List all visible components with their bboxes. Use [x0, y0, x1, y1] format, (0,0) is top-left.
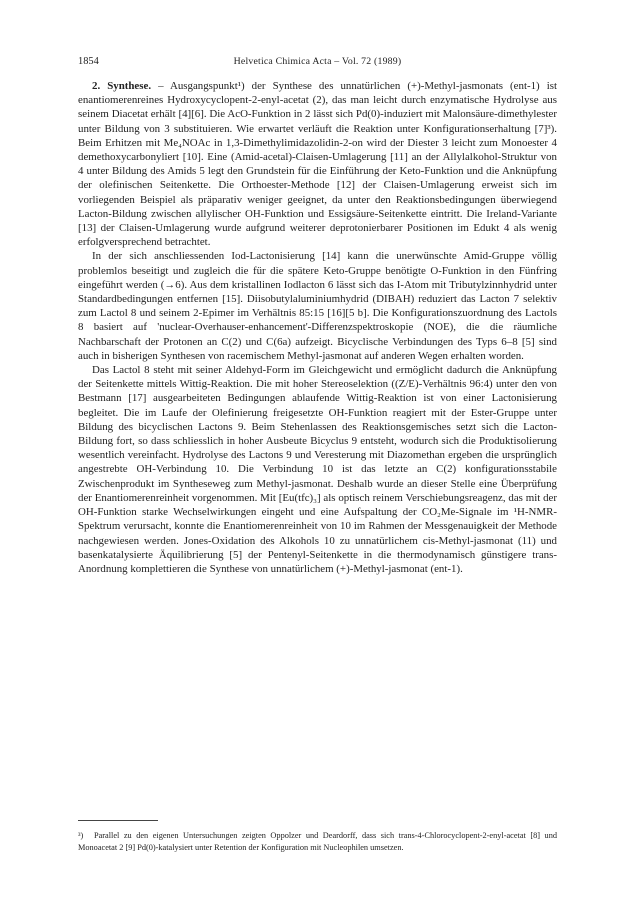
section-heading: 2. Synthese. — [92, 80, 152, 92]
footnote-text: Parallel zu den eigenen Untersuchungen zeigten Oppolzer und Deardorff, dass sich trans-4-Chlorocyclopent-2-enyl-acetat [8] und Monoacetat 2 [9] Pd(0)-katalysiert unter Retention der Konfiguration mit Nucleophilen umsetzen. — [78, 831, 557, 852]
paragraph-3: Das Lactol 8 steht mit seiner Aldehyd-Form im Gleichgewicht und ermöglicht dadurch die Anknüpfung der Seitenkette mittels Wittig-Reaktion. Die mit hoher Stereoselektion ((Z/E)-Verhältnis 96:4) unter den von Bestmann [17] ausgearbeiteten Bedingungen ablaufende Wittig-Reaktion ist von einer Lactonisierung begleitet. Die im Laufe der Olefinierung freigesetzte OH-Funktion reagiert mit der Ester-Gruppe unter Bildung des bicyclischen Lactons 9. Beim Stehenlassen des Reaktionsgemisches setzt sich die Lacton-Bildung fort, so dass schliesslich in hoher Ausbeute Bicyclus 9 entsteht, wodurch sich die Produktisolierung wesentlich vereinfacht. Hydrolyse des Lactons 9 und Veresterung mit Diazomethan ergeben die ursprünglich angestrebte OH-Verbindung 10. Die Verbindung 10 ist das letzte an C(2) konfigurationsstabile Zwischenprodukt im Syntheseweg zum Methyl-jasmonat. Deshalb wurde an dieser Stelle eine Überprüfung der Enantiomerenreinheit vorgenommen. Mit [Eu(tfc)₃] als optisch reinem Verschiebungsreagenz, das mit der OH-Funktion starke Wechselwirkungen eingeht und eine Aufspaltung der CO₂Me-Signale im ¹H-NMR-Spektrum verursacht, konnte die Enantiomerenreinheit von 10 im Rahmen der Messgenauigkeit der Methode nachgewiesen werden. Jones-Oxidation des Alkohols 10 zu unnatürlichem cis-Methyl-jasmonat (11) und basenkatalysierte Äquilibrierung [5] der Pentenyl-Seitenkette in die thermodynamisch günstigere trans-Anordnung komplettieren die Synthese von unnatürlichem (+)-Methyl-jasmonat (ent-1). — [78, 364, 557, 575]
running-header — [78, 56, 557, 70]
journal-title: Helvetica Chimica Acta – Vol. 72 (1989) — [233, 56, 402, 67]
main-text — [78, 79, 557, 576]
paragraph-2: In der sich anschliessenden Iod-Lactonisierung [14] kann die unerwünschte Amid-Gruppe völlig problemlos beseitigt und zugleich die für die spätere Keto-Gruppe benötigte O-Funktion in den Fünfring eingeführt werden (→6). Aus dem kristallinen Iodlacton 6 lässt sich das I-Atom mit Tributylzinnhydrid unter Standardbedingungen entfernen [15]. Diisobutylaluminiumhydrid (DIBAH) reduziert das Lacton 7 selektiv zum Lactol 8 und seinem 2-Epimer im Verhältnis 85:15 [16][5 b]. Die Konfigurationszuordnung des Lactols 8 basiert auf 'nuclear-Overhauser-enhancement'-Differenzspektroskopie (NOE), die die räumliche Nachbarschaft der Protonen an C(2) und C(6a) aufzeigt. Bicyclische Verbindungen des Typs 6–8 [5] sind auch in bisherigen Synthesen von racemischem Methyl-jasmonat auf anderen Wegen erhalten worden. — [78, 250, 557, 362]
footnote-divider — [78, 820, 158, 821]
paragraph-1-text: – Ausgangspunkt¹) der Synthese des unnatürlichen (+)-Methyl-jasmonats (ent-1) ist enantiomerenreines Hydroxycyclopent-2-enyl-acetat (2), das man leicht durch enzymatische Hydrolyse aus seinem Diacetat erhält [4][6]. Die AcO-Funktion in 2 lässt sich Pd(0)-induziert mit Malonsäure-dimethylester unter Bildung von 3 substituieren. Wie erwartet verläuft die Reaktion unter Konfigurationserhaltung [7]³). Beim Erhitzen mit Me₄NOAc in 1,3-Dimethylimidazolidin-2-on wird der Diester 3 leicht zum Monoester 4 demethoxycarbonyliert [10]. Eine (Amid-acetal)-Claisen-Umlagerung [11] an der Allylalkohol-Struktur von 4 unter Bildung des Amids 5 legt den Grundstein für die Einführung der Keto-Funktion und die Anknüpfung der olefinischen Seitenkette. Die Orthoester-Methode [12] der Claisen-Umlagerung erweist sich im vorliegenden Beispiel als präparativ weniger geeignet, da unter den Reaktionsbedingungen überwiegend Lacton-Bildung zwischen allylischer OH-Funktion und Essigsäure-Seitenkette eintritt. Die Ireland-Variante [13] der Claisen-Umlagerung wurde aufgrund weiterer deprotonierbarer Positionen im Edukt 4 als wenig erfolgversprechend betrachtet. — [78, 80, 557, 249]
paragraph-1 — [78, 79, 557, 249]
page-number: 1854 — [78, 56, 99, 67]
footnote-number: ³) — [78, 831, 84, 840]
footnote — [78, 830, 557, 853]
